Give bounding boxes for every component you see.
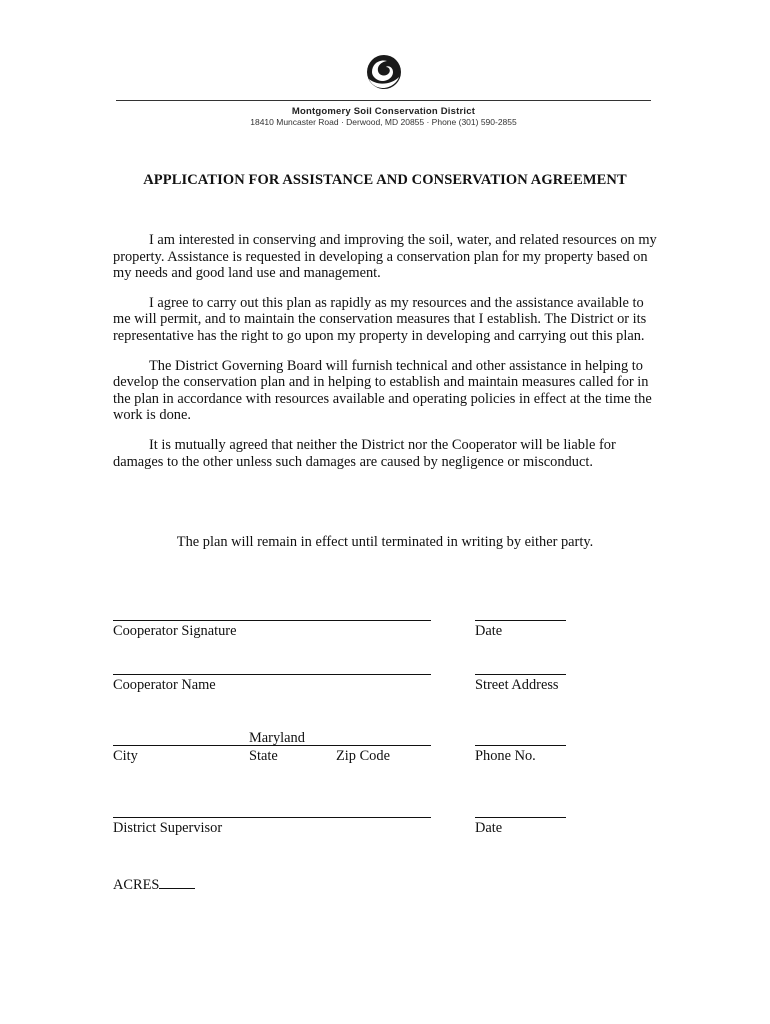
cooperator-name-line[interactable]: [113, 674, 431, 675]
cooperator-signature-label: Cooperator Signature: [113, 623, 237, 639]
page-title: APPLICATION FOR ASSISTANCE AND CONSERVATION AGREEMENT: [143, 172, 627, 188]
swirl-logo-icon: [364, 52, 404, 92]
header-rule: [116, 100, 651, 101]
date-label-1: Date: [475, 623, 503, 639]
phone-label: Phone No.: [475, 748, 536, 764]
phone-line[interactable]: [475, 745, 566, 746]
acres-label: ACRES: [113, 877, 160, 893]
paragraph-2: I agree to carry out this plan as rapidly as my resources and the assistance available to me will permit, and to maintain the conservation measures that I establish. The District or its representative has the right to go upon my property in developing and carrying out this plan.: [113, 294, 647, 344]
cooperator-signature-line[interactable]: [113, 620, 431, 621]
date-line-1[interactable]: [475, 620, 566, 621]
district-supervisor-label: District Supervisor: [113, 820, 223, 836]
state-label: State: [249, 748, 278, 764]
district-supervisor-line[interactable]: [113, 817, 431, 818]
agreement-body: [113, 232, 661, 483]
cooperator-name-label: Cooperator Name: [113, 677, 216, 693]
street-address-line[interactable]: [475, 674, 566, 675]
date-line-2[interactable]: [475, 817, 566, 818]
city-state-zip-line[interactable]: [113, 745, 431, 746]
term-statement: The plan will remain in effect until terminated in writing by either party.: [176, 534, 594, 550]
paragraph-1: I am interested in conserving and improving the soil, water, and related resources on my property. Assistance is requested in developing a conservation plan for my property based on my needs and good land use and management.: [113, 232, 657, 282]
state-value: Maryland: [249, 730, 305, 746]
org-name: Montgomery Soil Conservation District: [291, 106, 476, 117]
org-address: 18410 Muncaster Road · Derwood, MD 20855 · Phone (301) 590-2855: [250, 117, 517, 127]
zip-code-label: Zip Code: [336, 748, 390, 764]
street-address-label: Street Address: [475, 677, 559, 693]
city-label: City: [113, 748, 138, 764]
acres-field: [113, 874, 195, 894]
paragraph-4: It is mutually agreed that neither the District nor the Cooperator will be liable for damages to the other unless such damages are caused by negligence or misconduct.: [113, 436, 616, 470]
paragraph-3: The District Governing Board will furnish technical and other assistance in helping to develop the conservation plan and in helping to establish and maintain measures called for in the plan in accordance with resources available and operating policies in effect at the time the work is done.: [113, 357, 652, 424]
date-label-2: Date: [475, 820, 503, 836]
acres-input-line[interactable]: [159, 874, 195, 889]
